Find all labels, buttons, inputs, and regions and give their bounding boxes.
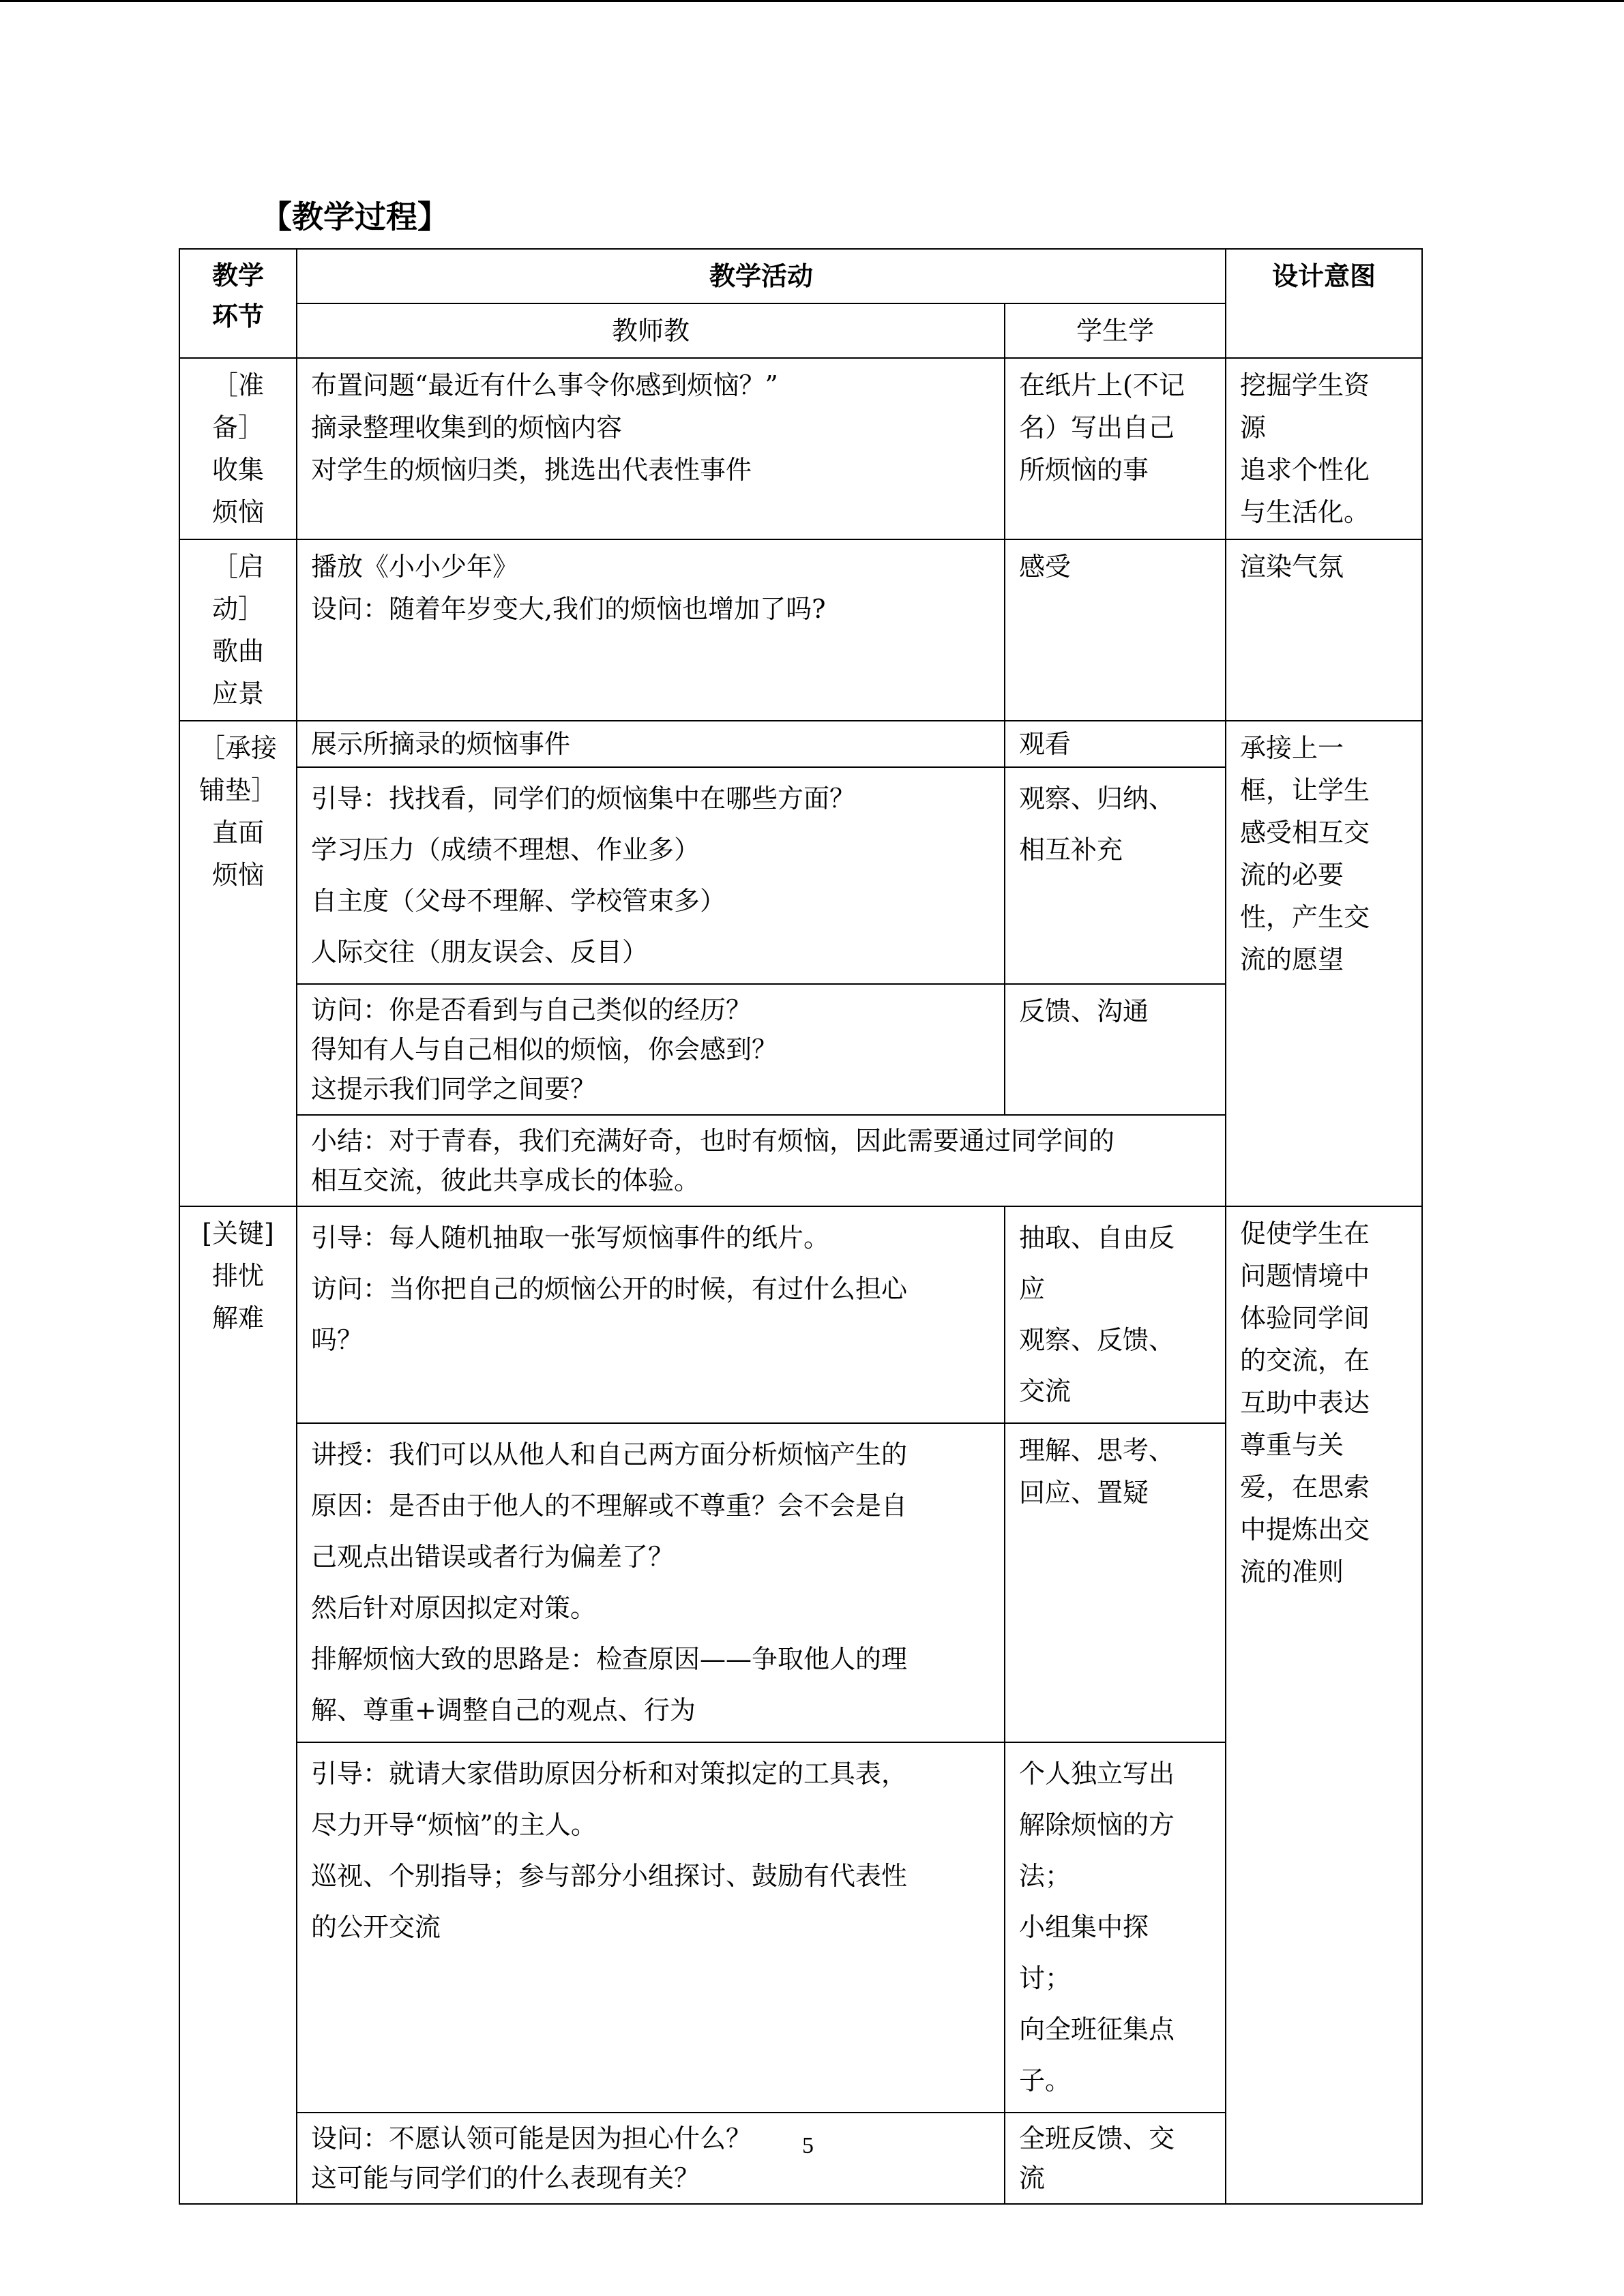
student-cell: 全班反馈、交 流 (1005, 2113, 1226, 2204)
header-intent: 设计意图 (1226, 249, 1422, 358)
header-student: 学生学 (1005, 303, 1226, 358)
teacher-cell: 引导：每人随机抽取一张写烦恼事件的纸片。 访问：当你把自己的烦恼公开的时候，有过什么担心 吗？ (297, 1206, 1005, 1423)
table-row (179, 539, 1422, 721)
table-row (179, 358, 1422, 539)
teaching-process-table (179, 248, 1423, 2205)
teacher-cell: 设问：不愿认领可能是因为担心什么？ 这可能与同学们的什么表现有关？ (297, 2113, 1005, 2204)
teacher-cell: 讲授：我们可以从他人和自己两方面分析烦恼产生的 原因：是否由于他人的不理解或不尊重？会不会是自 己观点出错误或者行为偏差了？ 然后针对原因拟定对策。 排解烦恼大致的思路是：检查原因——争取他人的理 解、尊重+调整自己的观点、行为 (297, 1423, 1005, 1742)
stage-cell: [关键] 排忧 解难 (179, 1206, 297, 2204)
page-top-border (0, 0, 1624, 2)
header-activity: 教学活动 (297, 249, 1226, 303)
teacher-cell: 展示所摘录的烦恼事件 (297, 721, 1005, 767)
teacher-cell: 引导：就请大家借助原因分析和对策拟定的工具表， 尽力开导“烦恼”的主人。 巡视、个别指导；参与部分小组探讨、鼓励有代表性 的公开交流 (297, 1742, 1005, 2113)
teacher-cell: 布置问题“最近有什么事令你感到烦恼？” 摘录整理收集到的烦恼内容 对学生的烦恼归类，挑选出代表性事件 (297, 358, 1005, 539)
student-cell: 抽取、自由反 应 观察、反馈、 交流 (1005, 1206, 1226, 1423)
student-cell: 在纸片上(不记 名）写出自己 所烦恼的事 (1005, 358, 1226, 539)
section-title: 【教学过程】 (261, 198, 449, 235)
header-teacher: 教师教 (297, 303, 1005, 358)
student-cell: 个人独立写出 解除烦恼的方 法； 小组集中探 讨； 向全班征集点 子。 (1005, 1742, 1226, 2113)
page-number: 5 (802, 2133, 814, 2158)
stage-cell: ［承接 铺垫］ 直面 烦恼 (179, 721, 297, 1206)
intent-cell: 渲染气氛 (1226, 539, 1422, 721)
student-cell: 观看 (1005, 721, 1226, 767)
intent-cell: 承接上一 框，让学生 感受相互交 流的必要 性，产生交 流的愿望 (1226, 721, 1422, 1206)
table-row (179, 1206, 1422, 1423)
student-cell: 反馈、沟通 (1005, 984, 1226, 1115)
stage-cell: ［准备］ 收集 烦恼 (179, 358, 297, 539)
student-cell: 观察、归纳、 相互补充 (1005, 767, 1226, 984)
teacher-cell: 访问：你是否看到与自己类似的经历？ 得知有人与自己相似的烦恼，你会感到？ 这提示我们同学之间要？ (297, 984, 1005, 1115)
summary-cell: 小结：对于青春，我们充满好奇，也时有烦恼，因此需要通过同学间的 相互交流，彼此共享成长的体验。 (297, 1115, 1226, 1206)
stage-cell: ［启动］ 歌曲 应景 (179, 539, 297, 721)
student-cell: 理解、思考、 回应、置疑 (1005, 1423, 1226, 1742)
intent-cell: 挖掘学生资 源 追求个性化 与生活化。 (1226, 358, 1422, 539)
teacher-cell: 引导：找找看，同学们的烦恼集中在哪些方面？ 学习压力（成绩不理想、作业多） 自主度（父母不理解、学校管束多） 人际交往（朋友误会、反目） (297, 767, 1005, 984)
table-row (179, 721, 1422, 767)
student-cell: 感受 (1005, 539, 1226, 721)
header-stage: 教学 环节 (179, 249, 297, 358)
teacher-cell: 播放《小小少年》 设问：随着年岁变大,我们的烦恼也增加了吗? (297, 539, 1005, 721)
intent-cell: 促使学生在 问题情境中 体验同学间 的交流，在 互助中表达 尊重与关 爱，在思索 中提炼出交 流的准则 (1226, 1206, 1422, 2204)
